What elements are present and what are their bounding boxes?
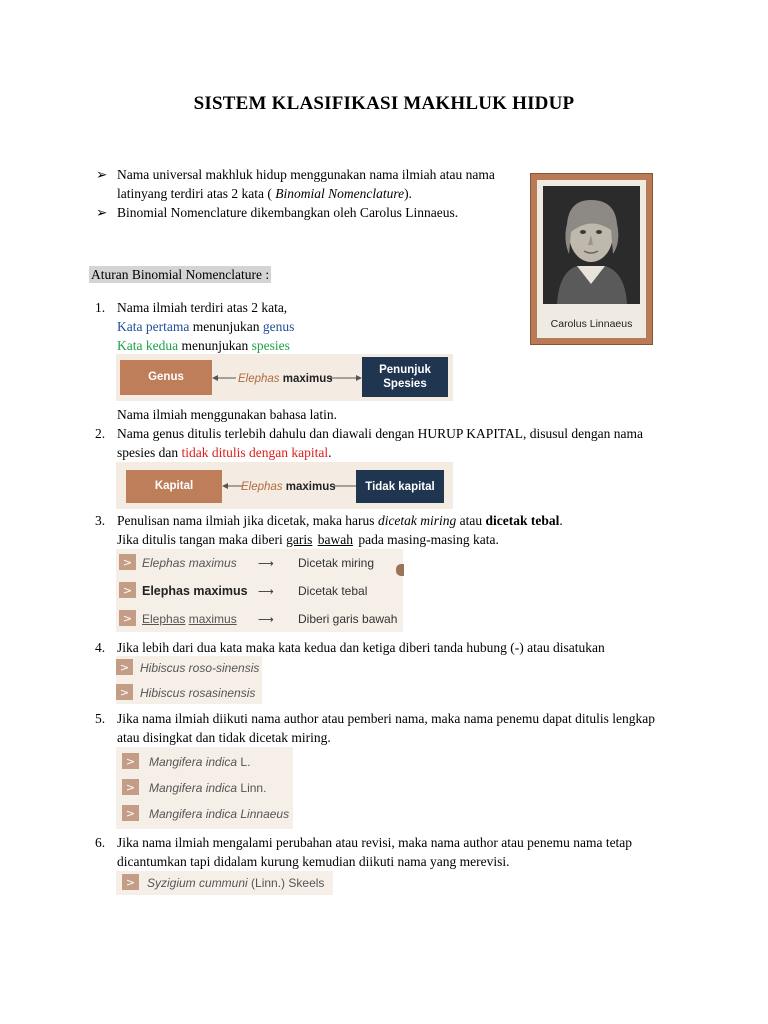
example-name: Hibiscus rosasinensis (140, 686, 256, 700)
kapital-box: Kapital (126, 470, 222, 503)
rule-2-line-1: Nama genus ditulis terlebih dahulu dan diawali dengan HURUP KAPITAL, disusul dengan nama (117, 426, 643, 441)
rule-1-line-3: Kata kedua menunjukan spesies (117, 338, 290, 353)
bullet-arrow-icon: ➢ (96, 205, 108, 220)
rule-5-examples (116, 747, 293, 829)
rule-4-number: 4. (95, 640, 106, 655)
kapital-diagram (116, 462, 453, 509)
chevron-right-icon: > (116, 684, 133, 700)
portrait-caption: Carolus Linnaeus (550, 318, 633, 330)
bullet-arrow-icon: ➢ (96, 167, 108, 182)
penunjuk-spesies-box: Penunjuk Spesies (362, 357, 448, 397)
rule-4-examples (116, 656, 262, 704)
linnaeus-portrait (530, 173, 653, 345)
example-label: Diberi garis bawah (298, 612, 398, 626)
rule-5-line-2: atau disingkat dan tidak dicetak miring. (117, 730, 331, 745)
example-underlined: Elephas maximus (142, 612, 237, 626)
chevron-right-icon: > (122, 753, 139, 769)
example-name: Syzigium cummuni (Linn.) Skeels (147, 876, 325, 890)
rule-2-line-2: spesies dan tidak ditulis dengan kapital. (117, 445, 332, 460)
chevron-right-icon: > (116, 659, 133, 675)
rule-1-number: 1. (95, 300, 106, 315)
diagram-example-name: Elephas maximus (238, 373, 333, 385)
diagram-example-name: Elephas maximus (241, 481, 336, 493)
chevron-right-icon: > (122, 779, 139, 795)
example-italic: Elephas maximus (142, 556, 237, 570)
rule-6-example (116, 871, 333, 895)
rule-3-number: 3. (95, 513, 106, 528)
section-heading: Aturan Binomial Nomenclature : (91, 267, 270, 282)
tidak-kapital-box: Tidak kapital (356, 470, 444, 503)
genus-species-diagram (116, 354, 453, 401)
rule-6-number: 6. (95, 835, 106, 850)
chevron-right-icon: > (122, 805, 139, 821)
chevron-right-icon: > (122, 874, 139, 890)
arrow-icon: ⟶ (258, 557, 274, 570)
bullet-1-line-2: latinyang terdiri atas 2 kata ( Binomial Nomenclature). (117, 186, 412, 201)
example-label: Dicetak tebal (298, 584, 368, 598)
chevron-right-icon: > (119, 610, 136, 626)
bullet-1-line-1: Nama universal makhluk hidup menggunakan nama ilmiah atau nama (117, 167, 495, 182)
rule-1-line-2: Kata pertama menunjukan genus (117, 319, 295, 334)
rule-3-line-2: Jika ditulis tangan maka diberi garis bawah pada masing-masing kata. (117, 532, 499, 547)
decoration-dot (396, 564, 404, 576)
rule-1-after: Nama ilmiah menggunakan bahasa latin. (117, 407, 338, 422)
chevron-right-icon: > (119, 582, 136, 598)
genus-box: Genus (120, 360, 212, 395)
page-title: SISTEM KLASIFIKASI MAKHLUK HIDUP (193, 93, 575, 114)
rule-4-line-1: Jika lebih dari dua kata maka kata kedua dan ketiga diberi tanda hubung (-) atau disatukan (117, 640, 605, 655)
example-name: Mangifera indica L. (149, 755, 251, 769)
rule-2-number: 2. (95, 426, 106, 441)
rule-1-line-1: Nama ilmiah terdiri atas 2 kata, (117, 300, 288, 315)
example-bold: Elephas maximus (142, 584, 248, 598)
rule-5-number: 5. (95, 711, 106, 726)
example-name: Mangifera indica Linnaeus (149, 807, 290, 821)
example-label: Dicetak miring (298, 556, 375, 570)
rule-6-line-1: Jika nama ilmiah mengalami perubahan atau revisi, maka nama author atau penemu nama tetap (117, 835, 633, 850)
chevron-right-icon: > (119, 554, 136, 570)
arrow-icon: ⟶ (258, 613, 274, 626)
bullet-2: Binomial Nomenclature dikembangkan oleh Carolus Linnaeus. (117, 205, 459, 220)
rule-5-line-1: Jika nama ilmiah diikuti nama author atau pemberi nama, maka nama penemu dapat ditulis lengkap (117, 711, 655, 726)
example-name: Mangifera indica Linn. (149, 781, 267, 795)
rule-6-line-2: dicantumkan tapi didalam kurung kemudian diikuti nama yang merevisi. (117, 854, 510, 869)
rule-3-line-1: Penulisan nama ilmiah jika dicetak, maka harus dicetak miring atau dicetak tebal. (117, 513, 563, 528)
rule-3-examples (116, 549, 403, 632)
example-name: Hibiscus roso-sinensis (140, 661, 260, 675)
arrow-icon: ⟶ (258, 585, 274, 598)
